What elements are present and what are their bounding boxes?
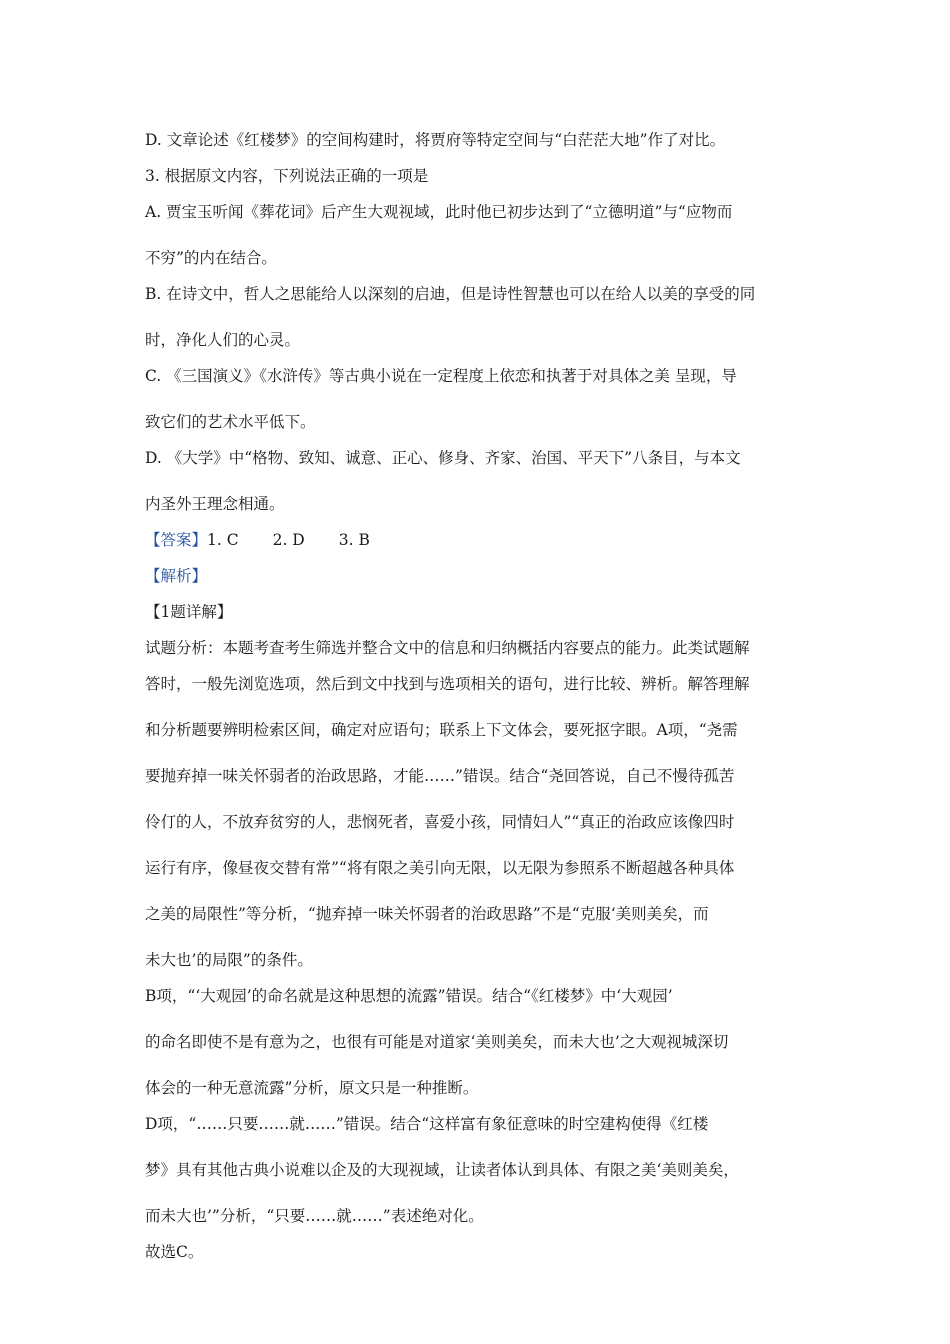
analysis-body-line: 而未大也’”分析，“只要……就……”表述绝对化。 bbox=[145, 1207, 484, 1225]
option-c-line-2: 致它们的艺术水平低下。 bbox=[145, 413, 316, 431]
option-a-line-2: 不穷”的内在结合。 bbox=[145, 249, 277, 267]
analysis-body-line: 要抛弃掉一味关怀弱者的治政思路，才能……”错误。结合“尧回答说，自己不慢待孤苦 bbox=[145, 767, 735, 785]
detail-heading: 【1题详解】 bbox=[145, 603, 233, 621]
answer-1: 1. C bbox=[207, 531, 239, 549]
option-b-line-1: B. 在诗文中，哲人之思能给人以深刻的启迪，但是诗性智慧也可以在给人以美的享受的同 bbox=[145, 285, 756, 303]
option-b-line-2: 时，净化人们的心灵。 bbox=[145, 331, 301, 349]
analysis-body-line: 梦》具有其他古典小说难以企及的大现视域，让读者体认到具体、有限之美‘美则美矣， bbox=[145, 1161, 739, 1179]
analysis-body-line: 答时，一般先浏览选项，然后到文中找到与选项相关的语句，进行比较、辨析。解答理解 bbox=[145, 675, 750, 693]
answer-3: 3. B bbox=[338, 531, 370, 549]
analysis-body-line: 之美的局限性”等分析，“抛弃掉一味关怀弱者的治政思路”不是“克服‘美则美矣，而 bbox=[145, 905, 709, 923]
document-content bbox=[145, 122, 815, 1270]
option-d-line-2: 内圣外王理念相通。 bbox=[145, 495, 285, 513]
option-c-line-1: C. 《三国演义》《水浒传》等古典小说在一定程度上依恋和执著于对具体之美 呈现，导 bbox=[145, 367, 737, 385]
analysis-body-line: 运行有序，像昼夜交替有常”“将有限之美引向无限，以无限为参照系不断超越各种具体 bbox=[145, 859, 735, 877]
analysis-body-line: 未大也’的局限”的条件。 bbox=[145, 951, 313, 969]
question-3: 3. 根据原文内容，下列说法正确的一项是 bbox=[145, 167, 429, 185]
analysis-body-line: 试题分析：本题考查考生筛选并整合文中的信息和归纳概括内容要点的能力。此类试题解 bbox=[145, 639, 750, 657]
option-d-previous: D. 文章论述《红楼梦》的空间构建时，将贾府等特定空间与“白茫茫大地”作了对比。 bbox=[145, 131, 726, 149]
analysis-body-line: B项，“‘大观园’的命名就是这种思想的流露”错误。结合“《红楼梦》中‘大观园’ bbox=[145, 987, 673, 1005]
analysis-label: 【解析】 bbox=[145, 567, 208, 585]
analysis-body-line: 伶仃的人，不放弃贫穷的人，悲悯死者，喜爱小孩，同情妇人”“真正的治政应该像四时 bbox=[145, 813, 735, 831]
answer-line bbox=[145, 522, 815, 558]
option-a-line-1: A. 贾宝玉听闻《葬花词》后产生大观视域，此时他已初步达到了“立德明道”与“应物而 bbox=[145, 203, 733, 221]
conclusion-line: 故选C。 bbox=[145, 1243, 204, 1261]
answer-label: 【答案】 bbox=[145, 531, 208, 549]
analysis-body-line: 体会的一种无意流露”分析，原文只是一种推断。 bbox=[145, 1079, 479, 1097]
answer-2: 2. D bbox=[272, 531, 305, 549]
analysis-body-line: 和分析题要辨明检索区间，确定对应语句；联系上下文体会，要死抠字眼。A项，“尧需 bbox=[145, 721, 738, 739]
option-d-line-1: D. 《大学》中“格物、致知、诚意、正心、修身、齐家、治国、平天下”八条目，与本文 bbox=[145, 449, 741, 467]
analysis-body-line: D项，“……只要……就……”错误。结合“这样富有象征意味的时空建构使得《红楼 bbox=[145, 1115, 709, 1133]
analysis-body-line: 的命名即使不是有意为之，也很有可能是对道家‘美则美矣，而未大也’之大观视城深切 bbox=[145, 1033, 729, 1051]
